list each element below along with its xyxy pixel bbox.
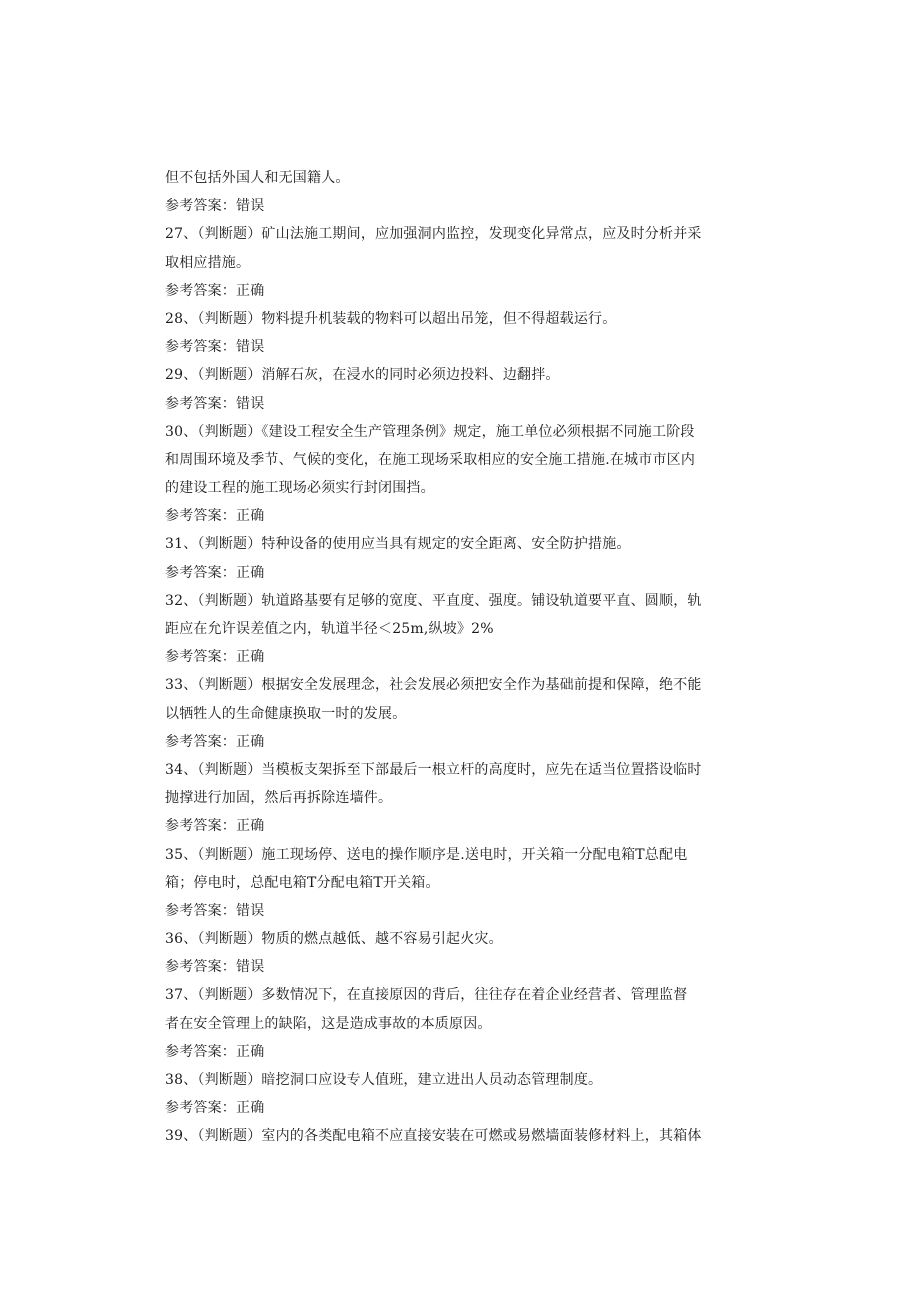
question-line: 取相应措施。 (165, 254, 251, 271)
question-line: 27、（判断题）矿山法施工期间，应加强洞内监控，发现变化异常点，应及时分析并采 (165, 226, 702, 243)
document-page (165, 164, 745, 1151)
question-line: 者在安全管理上的缺陷，这是造成事故的本质原因。 (165, 1015, 492, 1032)
answer-line: 参考答案：错误 (165, 339, 265, 356)
question-line: 37、（判断题）多数情况下，在直接原因的背后，往往存在着企业经营者、管理监督 (165, 987, 688, 1004)
question-line: 39、（判断题）室内的各类配电箱不应直接安装在可燃或易燃墙面装修材料上，其箱体 (165, 1128, 702, 1145)
question-line: 距应在允许误差值之内，轨道半径＜25m,纵坡》2% (165, 621, 494, 637)
question-line: 29、（判断题）消解石灰，在浸水的同时必须边投料、边翻拌。 (165, 367, 560, 384)
question-line: 31、（判断题）特种设备的使用应当具有规定的安全距离、安全防护措施。 (165, 536, 631, 553)
question-line: 的建设工程的施工现场必须实行封闭围挡。 (165, 480, 435, 497)
answer-line: 参考答案：正确 (165, 508, 265, 525)
question-line: 抛撑进行加固，然后再拆除连墙件。 (165, 790, 393, 807)
answer-line: 参考答案：错误 (165, 198, 265, 215)
question-line: 36、（判断题）物质的燃点越低、越不容易引起火灾。 (165, 931, 503, 948)
answer-line: 参考答案：错误 (165, 395, 265, 412)
question-line: 38、（判断题）暗挖洞口应设专人值班，建立进出人员动态管理制度。 (165, 1072, 603, 1088)
answer-line: 参考答案：正确 (165, 282, 265, 299)
answer-line: 参考答案：正确 (165, 1043, 265, 1060)
answer-line: 参考答案：错误 (165, 902, 265, 919)
answer-line: 参考答案：错误 (165, 959, 265, 976)
text-line: 但不包括外国人和无国籍人。 (165, 170, 350, 186)
question-line: 35、（判断题）施工现场停、送电的操作顺序是.送电时，开关箱一分配电箱T总配电 (165, 846, 688, 863)
question-line: 28、（判断题）物料提升机装载的物料可以超出吊笼，但不得超载运行。 (165, 310, 617, 327)
question-line: 箱；停电时，总配电箱T分配电箱T开关箱。 (165, 874, 440, 891)
question-line: 30、（判断题）《建设工程安全生产管理条例》规定，施工单位必须根据不同施工阶段 (165, 423, 695, 440)
question-line: 以牺牲人的生命健康换取一时的发展。 (165, 705, 407, 722)
question-line: 34、（判断题）当模板支架拆至下部最后一根立杆的高度时，应先在适当位置搭设临时 (165, 761, 702, 778)
answer-line: 参考答案：正确 (165, 564, 265, 581)
answer-line: 参考答案：正确 (165, 818, 265, 835)
answer-line: 参考答案：正确 (165, 733, 265, 750)
question-line: 32、（判断题）轨道路基要有足够的宽度、平直度、强度。铺设轨道要平直、圆顺，轨 (165, 592, 702, 609)
question-line: 和周围环境及季节、气候的变化，在施工现场采取相应的安全施工措施.在城市市区内 (165, 451, 696, 468)
answer-line: 参考答案：正确 (165, 649, 265, 666)
question-line: 33、（判断题）根据安全发展理念，社会发展必须把安全作为基础前提和保障，绝不能 (165, 677, 702, 694)
answer-line: 参考答案：正确 (165, 1100, 265, 1117)
